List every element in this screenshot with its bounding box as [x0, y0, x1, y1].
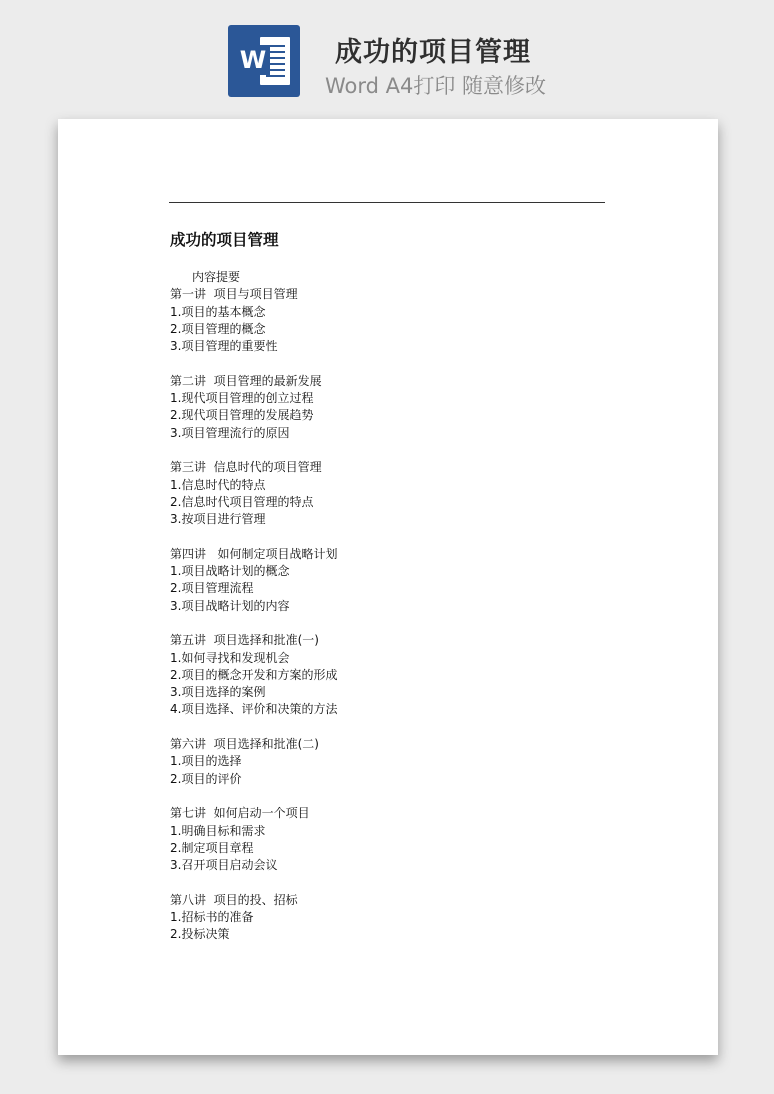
- section-item: 2.项目的评价: [170, 771, 242, 786]
- section-gap: [170, 719, 650, 736]
- section-item: 3.按项目进行管理: [170, 512, 266, 527]
- section-item: 2.现代项目管理的发展趋势: [170, 408, 314, 423]
- section-gap: [170, 615, 650, 632]
- document-page: [58, 119, 718, 1055]
- section-item: 3.项目战略计划的内容: [170, 598, 290, 613]
- section-item: 2.制定项目章程: [170, 840, 254, 855]
- section-heading: 第四讲 如何制定项目战略计划: [170, 546, 338, 561]
- section-item: 1.如何寻找和发现机会: [170, 650, 290, 665]
- word-logo-icon: [228, 25, 300, 97]
- section-item: 1.项目战略计划的概念: [170, 564, 290, 579]
- section-item: 3.项目选择的案例: [170, 685, 266, 700]
- section-heading: 第一讲 项目与项目管理: [170, 287, 298, 302]
- section-gap: [170, 442, 650, 459]
- header-subtitle: Word A4打印 随意修改: [325, 74, 547, 98]
- section-item: 1.招标书的准备: [170, 909, 254, 924]
- section-item: 3.召开项目启动会议: [170, 858, 278, 873]
- section-gap: [170, 355, 650, 372]
- section-item: 1.明确目标和需求: [170, 823, 266, 838]
- section-gap: [170, 528, 650, 545]
- section-item: 2.项目的概念开发和方案的形成: [170, 667, 338, 682]
- document-title: 成功的项目管理: [170, 231, 279, 249]
- section-gap: [170, 874, 650, 891]
- header-title: 成功的项目管理: [335, 37, 531, 68]
- header-rule: [169, 202, 605, 203]
- section-item: 2.项目管理流程: [170, 581, 254, 596]
- section-item: 2.项目管理的概念: [170, 321, 266, 336]
- section-heading: 第八讲 项目的投、招标: [170, 892, 298, 907]
- section-heading: 第二讲 项目管理的最新发展: [170, 373, 322, 388]
- section-heading: 第三讲 信息时代的项目管理: [170, 460, 322, 475]
- section-item: 1.项目的选择: [170, 754, 242, 769]
- section-item: 3.项目管理流行的原因: [170, 425, 290, 440]
- section-item: 4.项目选择、评价和决策的方法: [170, 702, 338, 717]
- section-list: [170, 286, 650, 943]
- section-item: 1.现代项目管理的创立过程: [170, 391, 314, 406]
- section-item: 2.信息时代项目管理的特点: [170, 494, 314, 509]
- section-item: 2.投标决策: [170, 927, 230, 942]
- section-gap: [170, 788, 650, 805]
- section-item: 3.项目管理的重要性: [170, 339, 278, 354]
- summary-label: 内容提要: [192, 270, 241, 284]
- section-heading: 第七讲 如何启动一个项目: [170, 806, 310, 821]
- section-item: 1.信息时代的特点: [170, 477, 266, 492]
- section-heading: 第五讲 项目选择和批准(一): [170, 633, 319, 648]
- document-content: [170, 229, 650, 944]
- logo-letter: W: [236, 45, 270, 75]
- section-item: 1.项目的基本概念: [170, 304, 266, 319]
- page-header: [0, 0, 774, 118]
- section-heading: 第六讲 项目选择和批准(二): [170, 737, 319, 752]
